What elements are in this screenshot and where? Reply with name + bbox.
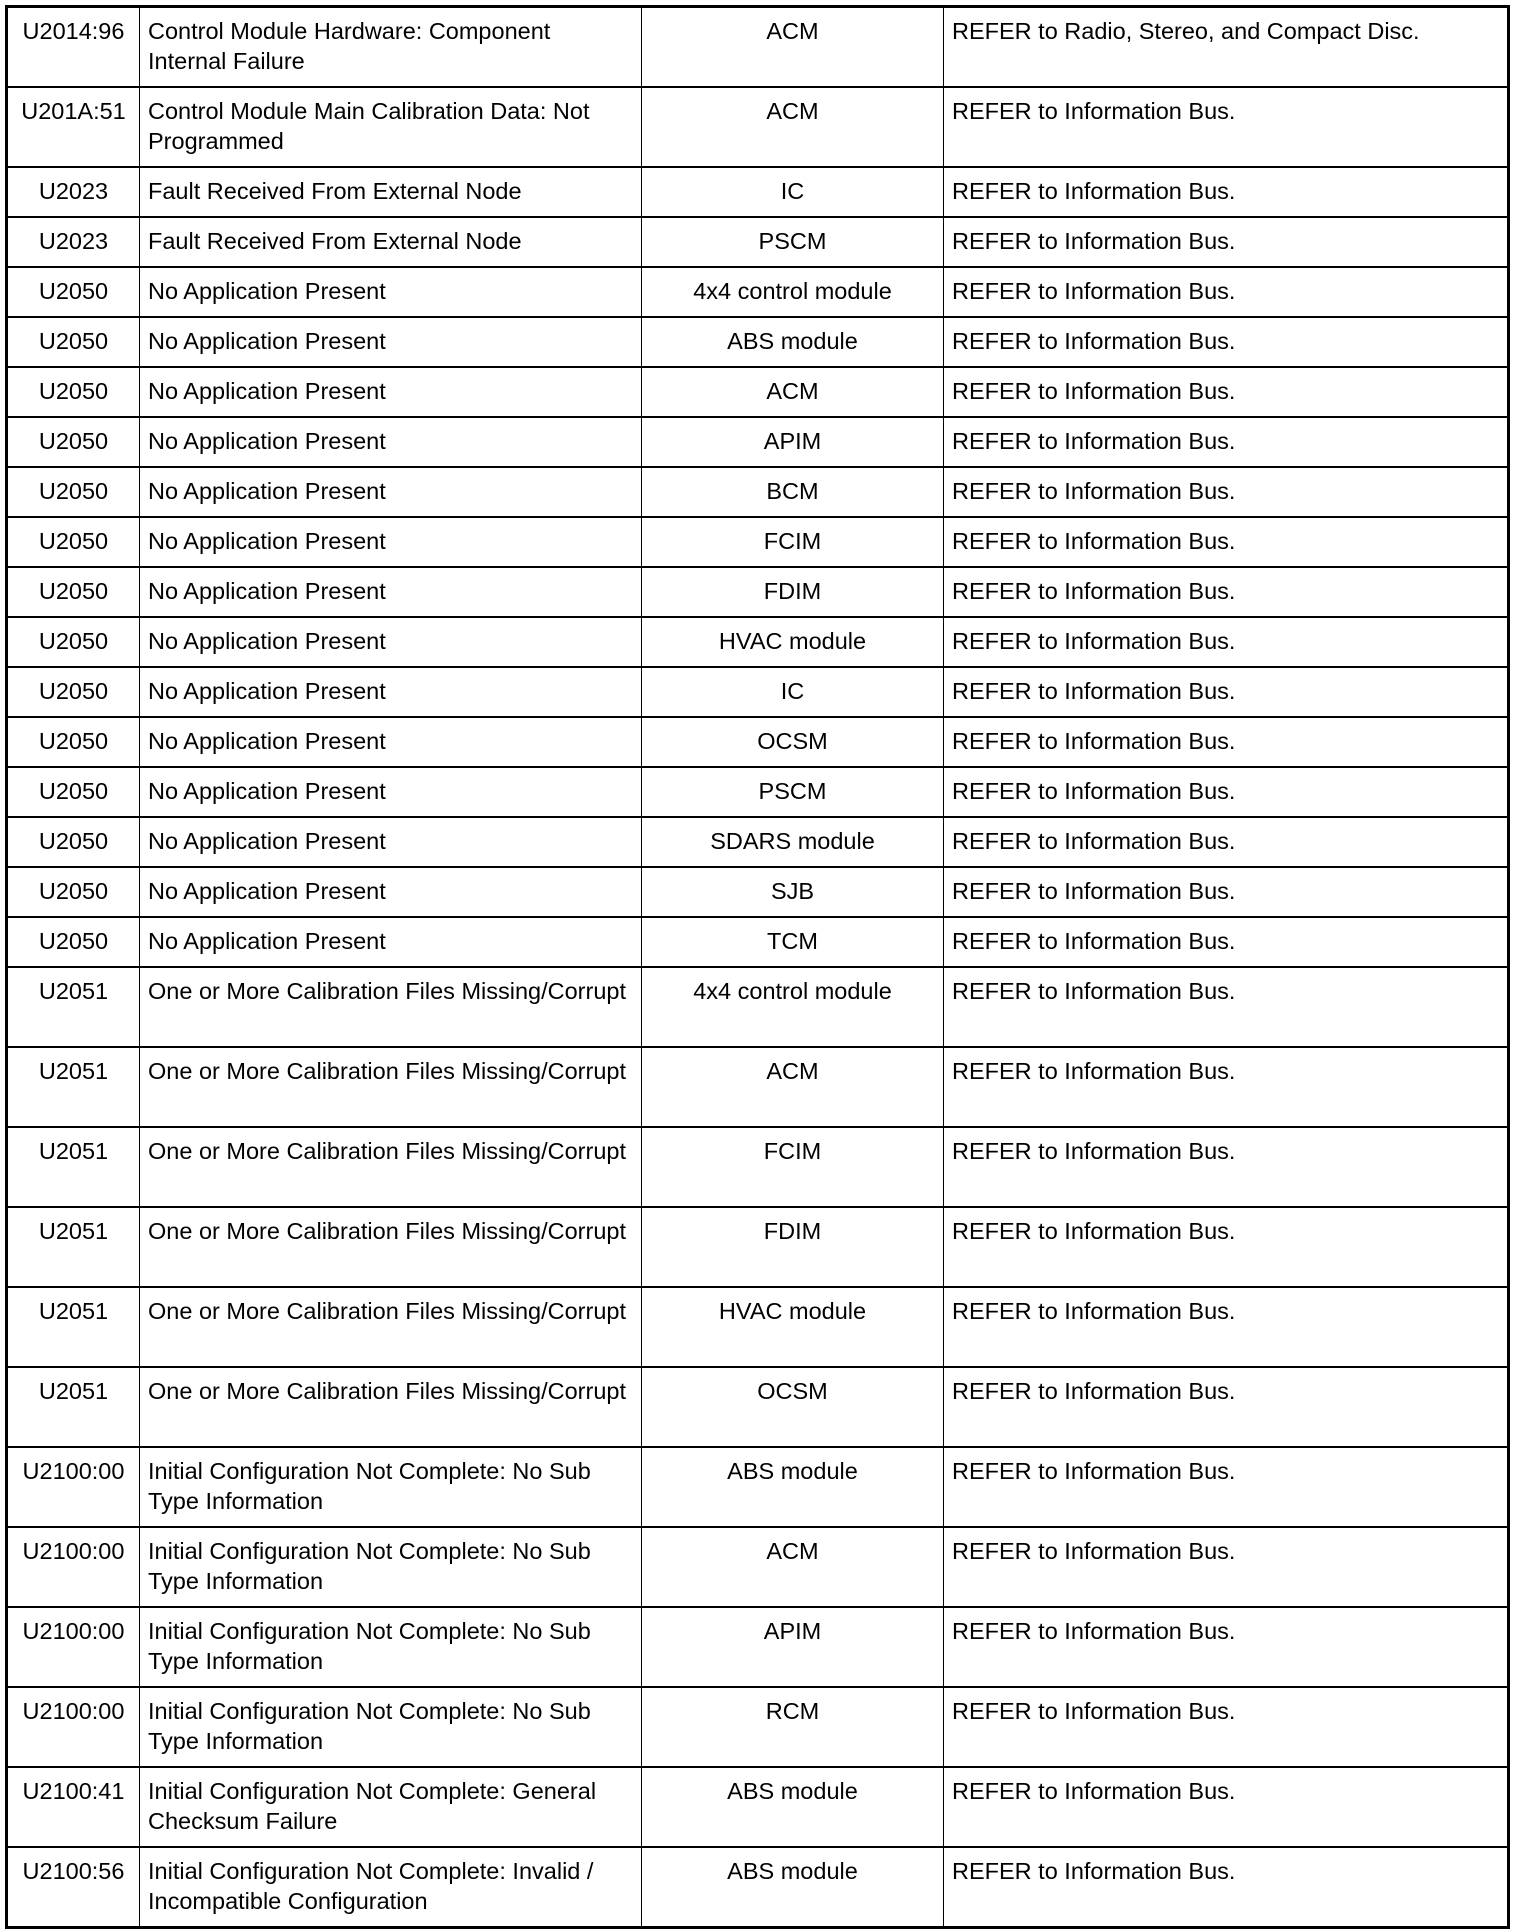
dtc-code-cell: U2051 (7, 1287, 140, 1367)
dtc-code-cell: U2014:96 (7, 7, 140, 88)
table-row (7, 217, 1509, 267)
table-row (7, 87, 1509, 167)
table-row (7, 767, 1509, 817)
module-cell: ACM (642, 1047, 944, 1127)
dtc-description-cell: No Application Present (140, 267, 642, 317)
action-cell: REFER to Information Bus. (944, 1687, 1509, 1767)
dtc-code-cell: U2050 (7, 867, 140, 917)
dtc-code-cell: U2051 (7, 1047, 140, 1127)
action-cell: REFER to Information Bus. (944, 667, 1509, 717)
module-cell: IC (642, 667, 944, 717)
dtc-description-cell: One or More Calibration Files Missing/Corrupt (140, 967, 642, 1047)
dtc-description-cell: No Application Present (140, 517, 642, 567)
action-cell: REFER to Information Bus. (944, 917, 1509, 967)
module-cell: PSCM (642, 767, 944, 817)
action-cell: REFER to Information Bus. (944, 817, 1509, 867)
action-cell: REFER to Information Bus. (944, 317, 1509, 367)
dtc-description-cell: Control Module Hardware: Component Internal Failure (140, 7, 642, 88)
dtc-code-cell: U2050 (7, 567, 140, 617)
module-cell: PSCM (642, 217, 944, 267)
dtc-code-cell: U2100:56 (7, 1847, 140, 1928)
table-row (7, 267, 1509, 317)
dtc-code-cell: U201A:51 (7, 87, 140, 167)
table-row (7, 1367, 1509, 1447)
module-cell: RCM (642, 1687, 944, 1767)
action-cell: REFER to Information Bus. (944, 367, 1509, 417)
module-cell: ACM (642, 367, 944, 417)
dtc-description-cell: One or More Calibration Files Missing/Corrupt (140, 1047, 642, 1127)
module-cell: APIM (642, 1607, 944, 1687)
module-cell: TCM (642, 917, 944, 967)
action-cell: REFER to Information Bus. (944, 1367, 1509, 1447)
table-row (7, 417, 1509, 467)
action-cell: REFER to Information Bus. (944, 1847, 1509, 1928)
action-cell: REFER to Information Bus. (944, 717, 1509, 767)
dtc-description-cell: No Application Present (140, 767, 642, 817)
dtc-code-cell: U2050 (7, 767, 140, 817)
dtc-description-cell: No Application Present (140, 867, 642, 917)
dtc-description-cell: No Application Present (140, 817, 642, 867)
module-cell: ABS module (642, 1847, 944, 1928)
dtc-code-cell: U2100:41 (7, 1767, 140, 1847)
action-cell: REFER to Information Bus. (944, 1047, 1509, 1127)
table-row (7, 617, 1509, 667)
table-row (7, 1207, 1509, 1287)
dtc-description-cell: No Application Present (140, 717, 642, 767)
dtc-code-cell: U2050 (7, 917, 140, 967)
table-row (7, 1607, 1509, 1687)
action-cell: REFER to Information Bus. (944, 517, 1509, 567)
dtc-code-cell: U2051 (7, 967, 140, 1047)
dtc-description-cell: Initial Configuration Not Complete: No Sub Type Information (140, 1607, 642, 1687)
dtc-description-cell: One or More Calibration Files Missing/Corrupt (140, 1127, 642, 1207)
table-row (7, 667, 1509, 717)
action-cell: REFER to Information Bus. (944, 417, 1509, 467)
module-cell: SDARS module (642, 817, 944, 867)
dtc-code-cell: U2050 (7, 817, 140, 867)
dtc-description-cell: No Application Present (140, 317, 642, 367)
dtc-code-cell: U2023 (7, 167, 140, 217)
module-cell: 4x4 control module (642, 967, 944, 1047)
dtc-code-cell: U2050 (7, 267, 140, 317)
module-cell: OCSM (642, 717, 944, 767)
dtc-description-cell: No Application Present (140, 667, 642, 717)
action-cell: REFER to Information Bus. (944, 867, 1509, 917)
action-cell: REFER to Information Bus. (944, 87, 1509, 167)
dtc-description-cell: Initial Configuration Not Complete: No Sub Type Information (140, 1687, 642, 1767)
table-row (7, 967, 1509, 1047)
module-cell: HVAC module (642, 617, 944, 667)
table-row (7, 1447, 1509, 1527)
dtc-code-cell: U2050 (7, 417, 140, 467)
dtc-description-cell: No Application Present (140, 617, 642, 667)
table-row (7, 1687, 1509, 1767)
action-cell: REFER to Information Bus. (944, 1527, 1509, 1607)
module-cell: FDIM (642, 1207, 944, 1287)
dtc-description-cell: No Application Present (140, 417, 642, 467)
dtc-description-cell: Initial Configuration Not Complete: General Checksum Failure (140, 1767, 642, 1847)
dtc-code-cell: U2100:00 (7, 1447, 140, 1527)
action-cell: REFER to Information Bus. (944, 1287, 1509, 1367)
module-cell: ABS module (642, 1447, 944, 1527)
module-cell: IC (642, 167, 944, 217)
action-cell: REFER to Information Bus. (944, 1447, 1509, 1527)
action-cell: REFER to Information Bus. (944, 1607, 1509, 1687)
dtc-code-cell: U2050 (7, 717, 140, 767)
dtc-table (5, 5, 1510, 1929)
table-row (7, 7, 1509, 88)
dtc-code-cell: U2050 (7, 317, 140, 367)
dtc-code-cell: U2051 (7, 1127, 140, 1207)
dtc-description-cell: One or More Calibration Files Missing/Corrupt (140, 1367, 642, 1447)
module-cell: OCSM (642, 1367, 944, 1447)
module-cell: SJB (642, 867, 944, 917)
dtc-table-body (7, 7, 1509, 1928)
module-cell: FCIM (642, 517, 944, 567)
dtc-description-cell: No Application Present (140, 367, 642, 417)
dtc-code-cell: U2051 (7, 1207, 140, 1287)
action-cell: REFER to Information Bus. (944, 617, 1509, 667)
dtc-description-cell: Control Module Main Calibration Data: Not Programmed (140, 87, 642, 167)
dtc-code-cell: U2100:00 (7, 1607, 140, 1687)
action-cell: REFER to Information Bus. (944, 767, 1509, 817)
dtc-description-cell: Initial Configuration Not Complete: No Sub Type Information (140, 1447, 642, 1527)
table-row (7, 1047, 1509, 1127)
dtc-code-cell: U2050 (7, 617, 140, 667)
dtc-code-cell: U2100:00 (7, 1527, 140, 1607)
dtc-code-cell: U2050 (7, 667, 140, 717)
dtc-description-cell: Fault Received From External Node (140, 167, 642, 217)
dtc-code-cell: U2051 (7, 1367, 140, 1447)
table-row (7, 1127, 1509, 1207)
dtc-description-cell: No Application Present (140, 917, 642, 967)
action-cell: REFER to Radio, Stereo, and Compact Disc. (944, 7, 1509, 88)
dtc-description-cell: Initial Configuration Not Complete: No Sub Type Information (140, 1527, 642, 1607)
module-cell: HVAC module (642, 1287, 944, 1367)
module-cell: ACM (642, 1527, 944, 1607)
dtc-description-cell: Fault Received From External Node (140, 217, 642, 267)
module-cell: ACM (642, 87, 944, 167)
table-row (7, 1847, 1509, 1928)
module-cell: 4x4 control module (642, 267, 944, 317)
table-row (7, 367, 1509, 417)
action-cell: REFER to Information Bus. (944, 167, 1509, 217)
table-row (7, 317, 1509, 367)
table-row (7, 1527, 1509, 1607)
module-cell: ABS module (642, 1767, 944, 1847)
dtc-description-cell: One or More Calibration Files Missing/Corrupt (140, 1287, 642, 1367)
module-cell: ACM (642, 7, 944, 88)
table-row (7, 917, 1509, 967)
action-cell: REFER to Information Bus. (944, 967, 1509, 1047)
dtc-code-cell: U2100:00 (7, 1687, 140, 1767)
action-cell: REFER to Information Bus. (944, 217, 1509, 267)
dtc-code-cell: U2050 (7, 467, 140, 517)
dtc-code-cell: U2050 (7, 517, 140, 567)
dtc-description-cell: No Application Present (140, 467, 642, 517)
table-row (7, 867, 1509, 917)
module-cell: APIM (642, 417, 944, 467)
dtc-code-cell: U2023 (7, 217, 140, 267)
module-cell: ABS module (642, 317, 944, 367)
action-cell: REFER to Information Bus. (944, 467, 1509, 517)
action-cell: REFER to Information Bus. (944, 1767, 1509, 1847)
action-cell: REFER to Information Bus. (944, 1127, 1509, 1207)
module-cell: BCM (642, 467, 944, 517)
table-row (7, 467, 1509, 517)
table-row (7, 167, 1509, 217)
table-row (7, 817, 1509, 867)
table-row (7, 1287, 1509, 1367)
module-cell: FCIM (642, 1127, 944, 1207)
dtc-code-cell: U2050 (7, 367, 140, 417)
action-cell: REFER to Information Bus. (944, 567, 1509, 617)
module-cell: FDIM (642, 567, 944, 617)
table-row (7, 517, 1509, 567)
dtc-description-cell: One or More Calibration Files Missing/Corrupt (140, 1207, 642, 1287)
action-cell: REFER to Information Bus. (944, 1207, 1509, 1287)
table-row (7, 1767, 1509, 1847)
dtc-description-cell: No Application Present (140, 567, 642, 617)
dtc-description-cell: Initial Configuration Not Complete: Invalid / Incompatible Configuration (140, 1847, 642, 1928)
action-cell: REFER to Information Bus. (944, 267, 1509, 317)
table-row (7, 717, 1509, 767)
table-row (7, 567, 1509, 617)
